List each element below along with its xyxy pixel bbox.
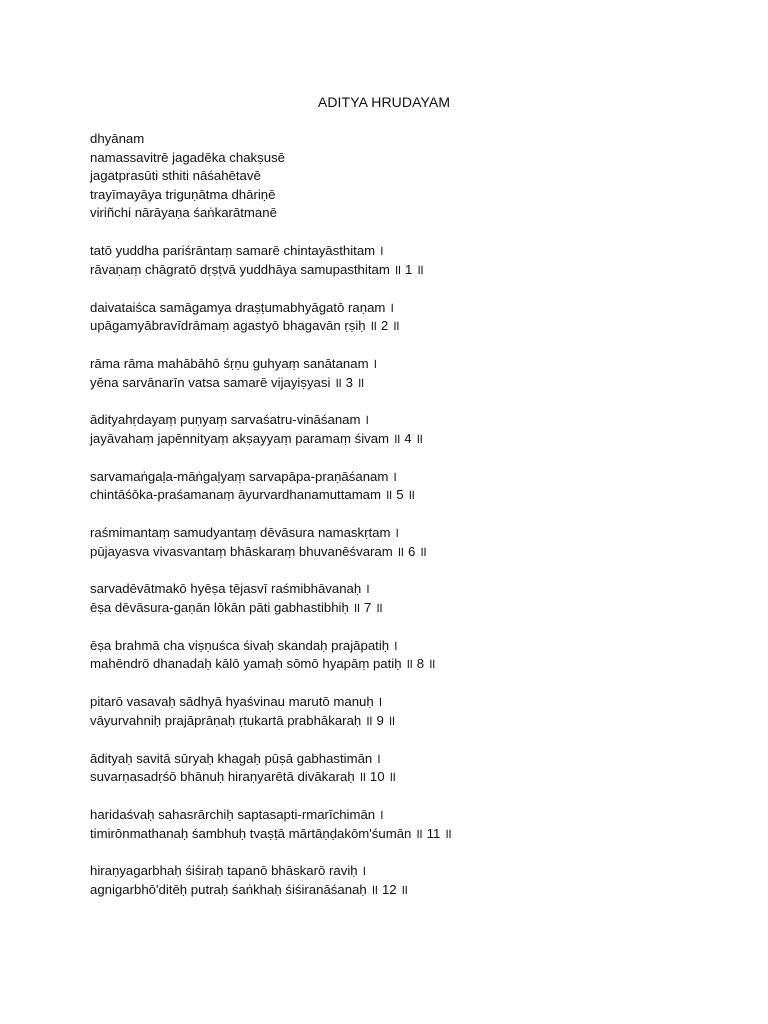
verse-line: sarvadēvātmakō hyēṣa tējasvī raśmibhāvanaḥ । bbox=[90, 581, 370, 597]
verse-line: haridaśvaḥ sahasrārchiḥ saptasapti-rmarīchimān । bbox=[90, 806, 384, 822]
verse-line: hiraṇyagarbhaḥ śiśiraḥ tapanō bhāskarō raviḥ । bbox=[90, 863, 367, 879]
document-body bbox=[90, 130, 730, 919]
verse-line: pūjayasva vivasvantaṃ bhāskaraṃ bhuvanēśvaram ॥ 6 ॥ bbox=[90, 543, 427, 559]
verse-line: mahēndrō dhanadaḥ kālō yamaḥ sōmō hyapāṃ patiḥ ॥ 8 ॥ bbox=[90, 656, 436, 672]
verse-line: sarvamaṅgaḷa-māṅgaḷyaṃ sarvapāpa-praṇāśanam । bbox=[90, 468, 398, 484]
dhyanam-block bbox=[90, 130, 730, 223]
verse-line: timirōnmathanaḥ śambhuḥ tvaṣṭā mārtāṇḍakōm'śumān ॥ 11 ॥ bbox=[90, 825, 452, 841]
verse-line: vāyurvahniḥ prajāprāṇaḥ ṛtukartā prabhākaraḥ ॥ 9 ॥ bbox=[90, 712, 396, 728]
dhyanam-heading: dhyānam bbox=[90, 131, 145, 146]
dhyanam-line: trayīmayāya triguṇātma dhāriṇē bbox=[90, 186, 276, 202]
verse-line: yēna sarvānarīn vatsa samarē vijayiṣyasi ॥ 3 ॥ bbox=[90, 374, 365, 390]
verse-line: agnigarbhō'ditēḥ putraḥ śaṅkhaḥ śiśiranāśanaḥ ॥ 12 ॥ bbox=[90, 881, 409, 897]
verse-line: ēṣa brahmā cha viṣṇuśca śivaḥ skandaḥ prajāpatiḥ । bbox=[90, 637, 398, 653]
verse-line: suvarṇasadṛśō bhānuḥ hiraṇyarētā divākaraḥ ॥ 10 ॥ bbox=[90, 769, 397, 785]
verse-7 bbox=[90, 580, 730, 617]
verse-12 bbox=[90, 862, 730, 899]
verse-9 bbox=[90, 693, 730, 730]
verse-line: upāgamyābravīdrāmaṃ agastyō bhagavān ṛṣiḥ ॥ 2 ॥ bbox=[90, 318, 400, 334]
page-title: ADITYA HRUDAYAM bbox=[317, 94, 451, 110]
verse-line: ādityaḥ savitā sūryaḥ khagaḥ pūṣā gabhastimān । bbox=[90, 750, 381, 766]
verse-10 bbox=[90, 750, 730, 787]
verse-3 bbox=[90, 355, 730, 392]
dhyanam-line: viriñchi nārāyaṇa śaṅkarātmanē bbox=[90, 205, 277, 221]
verse-5 bbox=[90, 468, 730, 505]
verse-6 bbox=[90, 524, 730, 561]
verse-line: raśmimantaṃ samudyantaṃ dēvāsura namaskṛtam । bbox=[90, 525, 400, 541]
verse-line: chintāśōka-praśamanaṃ āyurvardhanamuttamam ॥ 5 ॥ bbox=[90, 487, 416, 503]
verse-line: ādityahṛdayaṃ puṇyaṃ sarvaśatru-vināśanam । bbox=[90, 412, 370, 428]
verse-line: rāma rāma mahābāhō śṛṇu guhyaṃ sanātanam । bbox=[90, 355, 378, 371]
dhyanam-line: jagatprasūti sthiti nāśahētavē bbox=[90, 168, 261, 184]
verse-line: daivataiśca samāgamya draṣṭumabhyāgatō raṇam । bbox=[90, 299, 395, 315]
verse-4 bbox=[90, 411, 730, 448]
verse-11 bbox=[90, 806, 730, 843]
verse-line: pitarō vasavaḥ sādhyā hyaśvinau marutō manuḥ । bbox=[90, 694, 383, 710]
verse-line: jayāvahaṃ japēnnityaṃ akṣayyaṃ paramaṃ śivam ॥ 4 ॥ bbox=[90, 430, 424, 446]
verse-line: tatō yuddha pariśrāntaṃ samarē chintayāsthitam । bbox=[90, 243, 384, 259]
dhyanam-line: namassavitrē jagadēka chakṣusē bbox=[90, 149, 285, 165]
verse-8 bbox=[90, 637, 730, 674]
verse-2 bbox=[90, 299, 730, 336]
verse-line: rāvaṇaṃ chāgratō dṛṣṭvā yuddhāya samupasthitam ॥ 1 ॥ bbox=[90, 261, 424, 277]
verse-line: ēṣa dēvāsura-gaṇān lōkān pāti gabhastibhiḥ ॥ 7 ॥ bbox=[90, 600, 383, 615]
verse-1 bbox=[90, 242, 730, 279]
